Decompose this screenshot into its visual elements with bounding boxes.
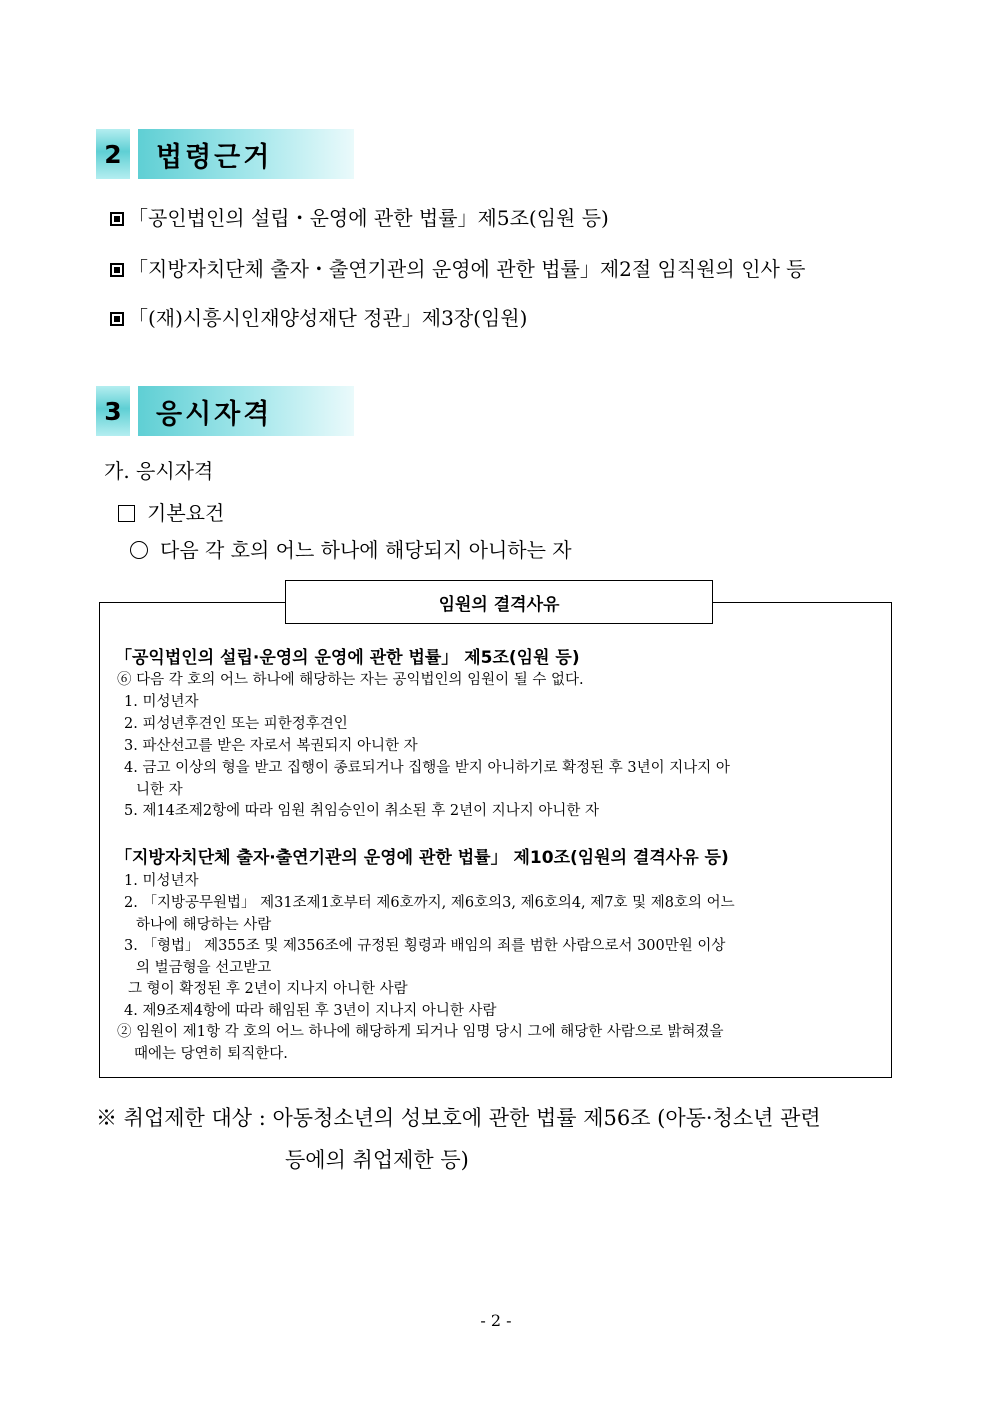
law1-intro: ⑥ 다음 각 호의 어느 하나에 해당하는 자는 공익법인의 임원이 될 수 없다. <box>117 672 584 688</box>
section-3-header <box>96 386 354 436</box>
employment-restriction-note-line-1: ※ 취업제한 대상 : 아동청소년의 성보호에 관한 법률 제56조 (아동·청소년 관련 <box>96 1106 821 1130</box>
law2-item: 2. 「지방공무원법」 제31조제1호부터 제6호까지, 제6호의3, 제6호의4, 제7호 및 제8호의 어느 <box>124 895 735 911</box>
filled-square-icon <box>110 312 124 326</box>
law2-item: 3. 「형법」 제355조 및 제356조에 규정된 횡령과 배임의 죄를 범한 사람으로서 300만원 이상 <box>124 938 726 954</box>
law-basis-text-1: 「공인법인의 설립・운영에 관한 법률」제5조(임원 등) <box>128 206 609 230</box>
section-2-header <box>96 129 354 179</box>
law1-item: 2. 피성년후견인 또는 피한정후견인 <box>124 716 348 732</box>
circle-icon <box>130 541 148 559</box>
section-3-title: 응시자격 <box>156 398 273 430</box>
law2-item: 1. 미성년자 <box>124 873 199 889</box>
law-basis-text-3: 「(재)시흥시인재양성재단 정관」제3장(임원) <box>128 306 528 330</box>
law2-paragraph-2: ② 임원이 제1항 각 호의 어느 하나에 해당하게 되거나 임명 당시 그에 해당한 사람으로 밝혀졌을 <box>117 1024 724 1040</box>
basic-requirement-line <box>118 497 224 526</box>
law-basis-text-2: 「지방자치단체 출자・출연기관의 운영에 관한 법률」제2절 임직원의 인사 등 <box>128 257 806 281</box>
page-number: - 2 - <box>480 1311 512 1330</box>
section-3-number: 3 <box>96 386 130 436</box>
law-basis-item-2 <box>110 253 806 282</box>
filled-square-icon <box>110 263 124 277</box>
section-2-number: 2 <box>96 129 130 179</box>
law1-item: 3. 파산선고를 받은 자로서 복권되지 아니한 자 <box>124 738 418 754</box>
law1-item: 4. 금고 이상의 형을 받고 집행이 종료되거나 집행을 받지 아니하기로 확정된 후 3년이 지나지 아 <box>124 760 730 776</box>
condition-line <box>130 534 572 563</box>
sub-heading-a: 가. 응시자격 <box>104 459 214 483</box>
employment-restriction-note-line-2: 등에의 취업제한 등) <box>285 1148 469 1172</box>
empty-square-icon <box>118 505 135 522</box>
law2-item: 4. 제9조제4항에 따라 해임된 후 3년이 지나지 아니한 사람 <box>124 1003 497 1019</box>
filled-square-icon <box>110 212 124 226</box>
law2-item-continued: 하나에 해당하는 사람 <box>136 917 272 933</box>
law1-item-continued: 니한 자 <box>136 782 183 798</box>
law1-item: 1. 미성년자 <box>124 694 199 710</box>
law2-paragraph-2-continued: 때에는 당연히 퇴직한다. <box>134 1046 288 1062</box>
law-basis-item-3 <box>110 302 527 331</box>
law-basis-item-1 <box>110 202 609 231</box>
basic-requirement-label: 기본요건 <box>147 501 225 525</box>
law2-item-continued: 그 형이 확정된 후 2년이 지나지 아니한 사람 <box>128 981 408 997</box>
law2-item-continued: 의 벌금형을 선고받고 <box>136 960 272 976</box>
law1-heading: 「공익법인의 설립·운영의 운영에 관한 법률」 제5조(임원 등) <box>115 648 580 668</box>
law1-item: 5. 제14조제2항에 따라 임원 취임승인이 취소된 후 2년이 지나지 아니한 자 <box>124 803 600 819</box>
section-2-title: 법령근거 <box>156 141 273 173</box>
disqualification-box-title: 임원의 결격사유 <box>285 580 713 624</box>
law2-heading: 「지방자치단체 출자·출연기관의 운영에 관한 법률」 제10조(임원의 결격사유 등) <box>115 848 729 868</box>
condition-text: 다음 각 호의 어느 하나에 해당되지 아니하는 자 <box>160 538 572 562</box>
